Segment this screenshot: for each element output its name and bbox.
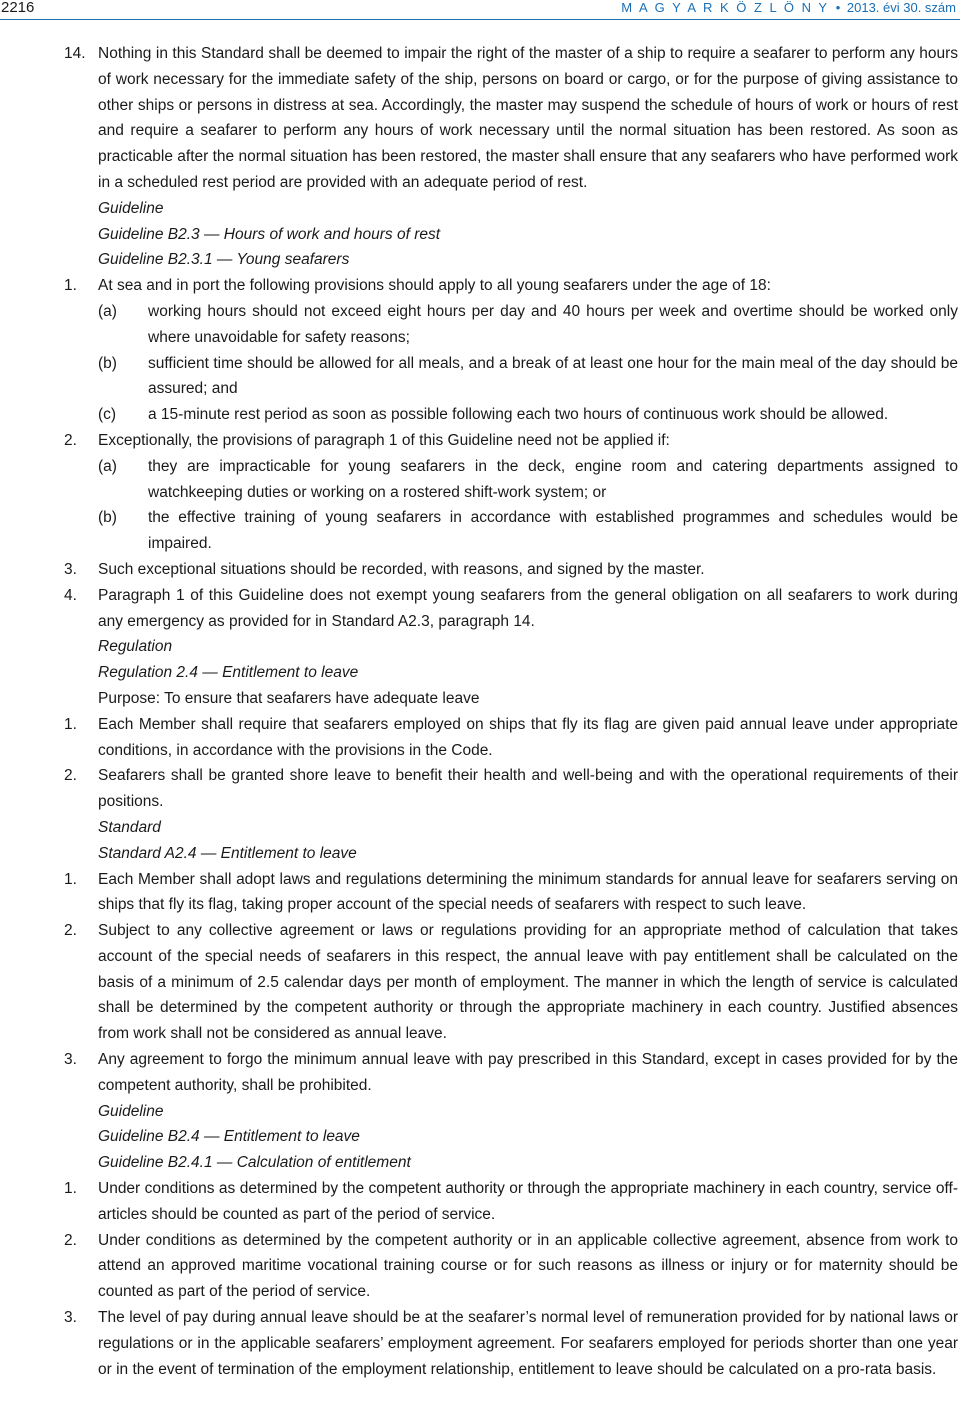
paragraph-number: 3. — [64, 1309, 77, 1327]
numbered-paragraph — [64, 712, 958, 764]
section-heading: Guideline B2.4.1 — Calculation of entitlement — [98, 1154, 411, 1172]
paragraph-text: Under conditions as determined by the competent authority or through the appropriate machinery in each country, service off-articles should be counted as part of the period of service. — [98, 1180, 958, 1223]
journal-name: M A G Y A R K Ö Z L Ö N Y — [621, 0, 830, 15]
paragraph-text: Nothing in this Standard shall be deemed to impair the right of the master of a ship to require a seafarer to perform any hours of work necessary for the immediate safety of the ship, persons on board or cargo, or for the purpose of giving assistance to other ships or persons in distress at sea. Accordingly, the master may suspend the schedule of hours of work or hours of rest and require a seafarer to perform any hours of work necessary until the normal situation has been restored. As soon as practicable after the normal situation has been restored, the master shall ensure that any seafarers who have performed work in a scheduled rest period are provided with an adequate period of rest. — [98, 45, 958, 191]
paragraph-number: (a) — [98, 457, 117, 475]
page-number: 2216 — [1, 0, 35, 16]
paragraph-text: Seafarers shall be granted shore leave to benefit their health and well-being and with the operational requirements of their positions. — [98, 767, 958, 811]
section-heading: Guideline — [98, 199, 164, 217]
sub-paragraph — [64, 351, 958, 403]
paragraph-text: The level of pay during annual leave should be at the seafarer’s normal level of remuneration provided for by national laws or regulations or in the applicable seafarers’ employment agreement. For seafarers employed for periods shorter than one year or in the event of termination of the employment relationship, entitlement to leave should be calculated on a pro-rata basis. — [98, 1309, 958, 1378]
paragraph-number: 14. — [64, 45, 86, 62]
section-heading: Regulation 2.4 — Entitlement to leave — [98, 664, 359, 682]
section-heading: Guideline B2.3 — Hours of work and hours of rest — [98, 225, 441, 243]
paragraph-text: the effective training of young seafarers in accordance with established programmes and schedules would be impaired. — [148, 509, 958, 553]
numbered-paragraph — [64, 583, 958, 635]
paragraph-number: 1. — [64, 1180, 77, 1198]
numbered-paragraph — [64, 41, 958, 196]
numbered-paragraph — [64, 557, 958, 583]
numbered-paragraph — [64, 1228, 958, 1305]
numbered-paragraph — [64, 1305, 958, 1382]
paragraph-text: they are impracticable for young seafarers in the deck, engine room and catering departments assigned to watchkeeping duties or working on a rostered shift-work system; or — [148, 457, 958, 501]
paragraph-number: 2. — [64, 431, 77, 449]
paragraph-text: Each Member shall adopt laws and regulations determining the minimum standards for annual leave for seafarers serving on ships that fly its flag, taking proper account of the special needs of seafarers with respect to such leave. — [98, 870, 958, 914]
section-heading: Purpose: To ensure that seafarers have adequate leave — [98, 689, 480, 707]
paragraph-number: 2. — [64, 1231, 77, 1249]
numbered-paragraph — [64, 867, 958, 919]
paragraph-number: 2. — [64, 767, 77, 785]
document-body — [64, 41, 958, 1382]
paragraph-text: Paragraph 1 of this Guideline does not exempt young seafarers from the general obligation on all seafarers to work during any emergency as provided for in Standard A2.3, paragraph 14. — [98, 586, 958, 630]
numbered-paragraph — [64, 1176, 958, 1228]
paragraph-text: a 15-minute rest period as soon as possible following each two hours of continuous work should be allowed. — [148, 406, 889, 424]
paragraph-text: At sea and in port the following provisions should apply to all young seafarers under the age of 18: — [98, 277, 771, 295]
sub-paragraph — [64, 505, 958, 557]
numbered-paragraph — [64, 763, 958, 815]
paragraph-text: working hours should not exceed eight hours per day and 40 hours per week and overtime should be worked only where unavoidable for safety reasons; — [148, 302, 958, 346]
page-header — [0, 0, 960, 20]
paragraph-number: 2. — [64, 922, 77, 940]
numbered-paragraph — [64, 273, 958, 299]
journal-info — [621, 0, 956, 15]
section-heading: Standard A2.4 — Entitlement to leave — [98, 844, 357, 862]
paragraph-text: Any agreement to forgo the minimum annual leave with pay prescribed in this Standard, except in cases provided for by the competent authority, shall be prohibited. — [98, 1051, 958, 1094]
paragraph-number: (b) — [98, 509, 117, 527]
paragraph-number: 1. — [64, 870, 77, 888]
paragraph-number: 3. — [64, 1051, 77, 1069]
paragraph-text: Such exceptional situations should be recorded, with reasons, and signed by the master. — [98, 560, 705, 578]
section-heading: Standard — [98, 818, 161, 836]
paragraph-number: (b) — [98, 354, 117, 372]
paragraph-text: Exceptionally, the provisions of paragraph 1 of this Guideline need not be applied if: — [98, 431, 670, 449]
paragraph-number: 1. — [64, 715, 77, 733]
section-heading: Guideline B2.3.1 — Young seafarers — [98, 251, 350, 269]
paragraph-text: Under conditions as determined by the competent authority or in an applicable collective agreement, absence from work to attend an approved maritime vocational training course or for such reasons as illness or injury or for maternity should be counted as part of the period of service. — [98, 1231, 958, 1301]
numbered-paragraph — [64, 428, 958, 454]
sub-paragraph — [64, 454, 958, 506]
paragraph-number: 4. — [64, 586, 77, 604]
numbered-paragraph — [64, 1047, 958, 1099]
header-separator: • — [835, 0, 841, 15]
section-heading: Regulation — [98, 638, 173, 656]
sub-paragraph — [64, 402, 958, 428]
paragraph-text: Subject to any collective agreement or laws or regulations providing for an appropriate method of calculation that takes account of the special needs of seafarers in this respect, the annual leave with pay entitlement shall be calculated on the basis of a minimum of 2.5 calendar days per month of employment. The manner in which the length of service is calculated shall be determined by the competent authority or through the appropriate machinery in each country. Justified absences from work shall not be considered as annual leave. — [98, 922, 958, 1043]
paragraph-number: 3. — [64, 560, 77, 578]
paragraph-text: Each Member shall require that seafarers employed on ships that fly its flag are given paid annual leave under appropriate conditions, in accordance with the provisions in the Code. — [98, 715, 958, 759]
section-heading: Guideline B2.4 — Entitlement to leave — [98, 1128, 360, 1146]
section-heading: Guideline — [98, 1102, 164, 1120]
sub-paragraph — [64, 299, 958, 351]
paragraph-text: sufficient time should be allowed for all meals, and a break of at least one hour for the main meal of the day should be assured; and — [148, 354, 958, 398]
paragraph-number: (a) — [98, 302, 117, 320]
paragraph-number: 1. — [64, 277, 77, 295]
header-rule — [0, 19, 960, 20]
issue-label: 2013. évi 30. szám — [846, 0, 956, 15]
paragraph-number: (c) — [98, 406, 117, 424]
numbered-paragraph — [64, 918, 958, 1047]
